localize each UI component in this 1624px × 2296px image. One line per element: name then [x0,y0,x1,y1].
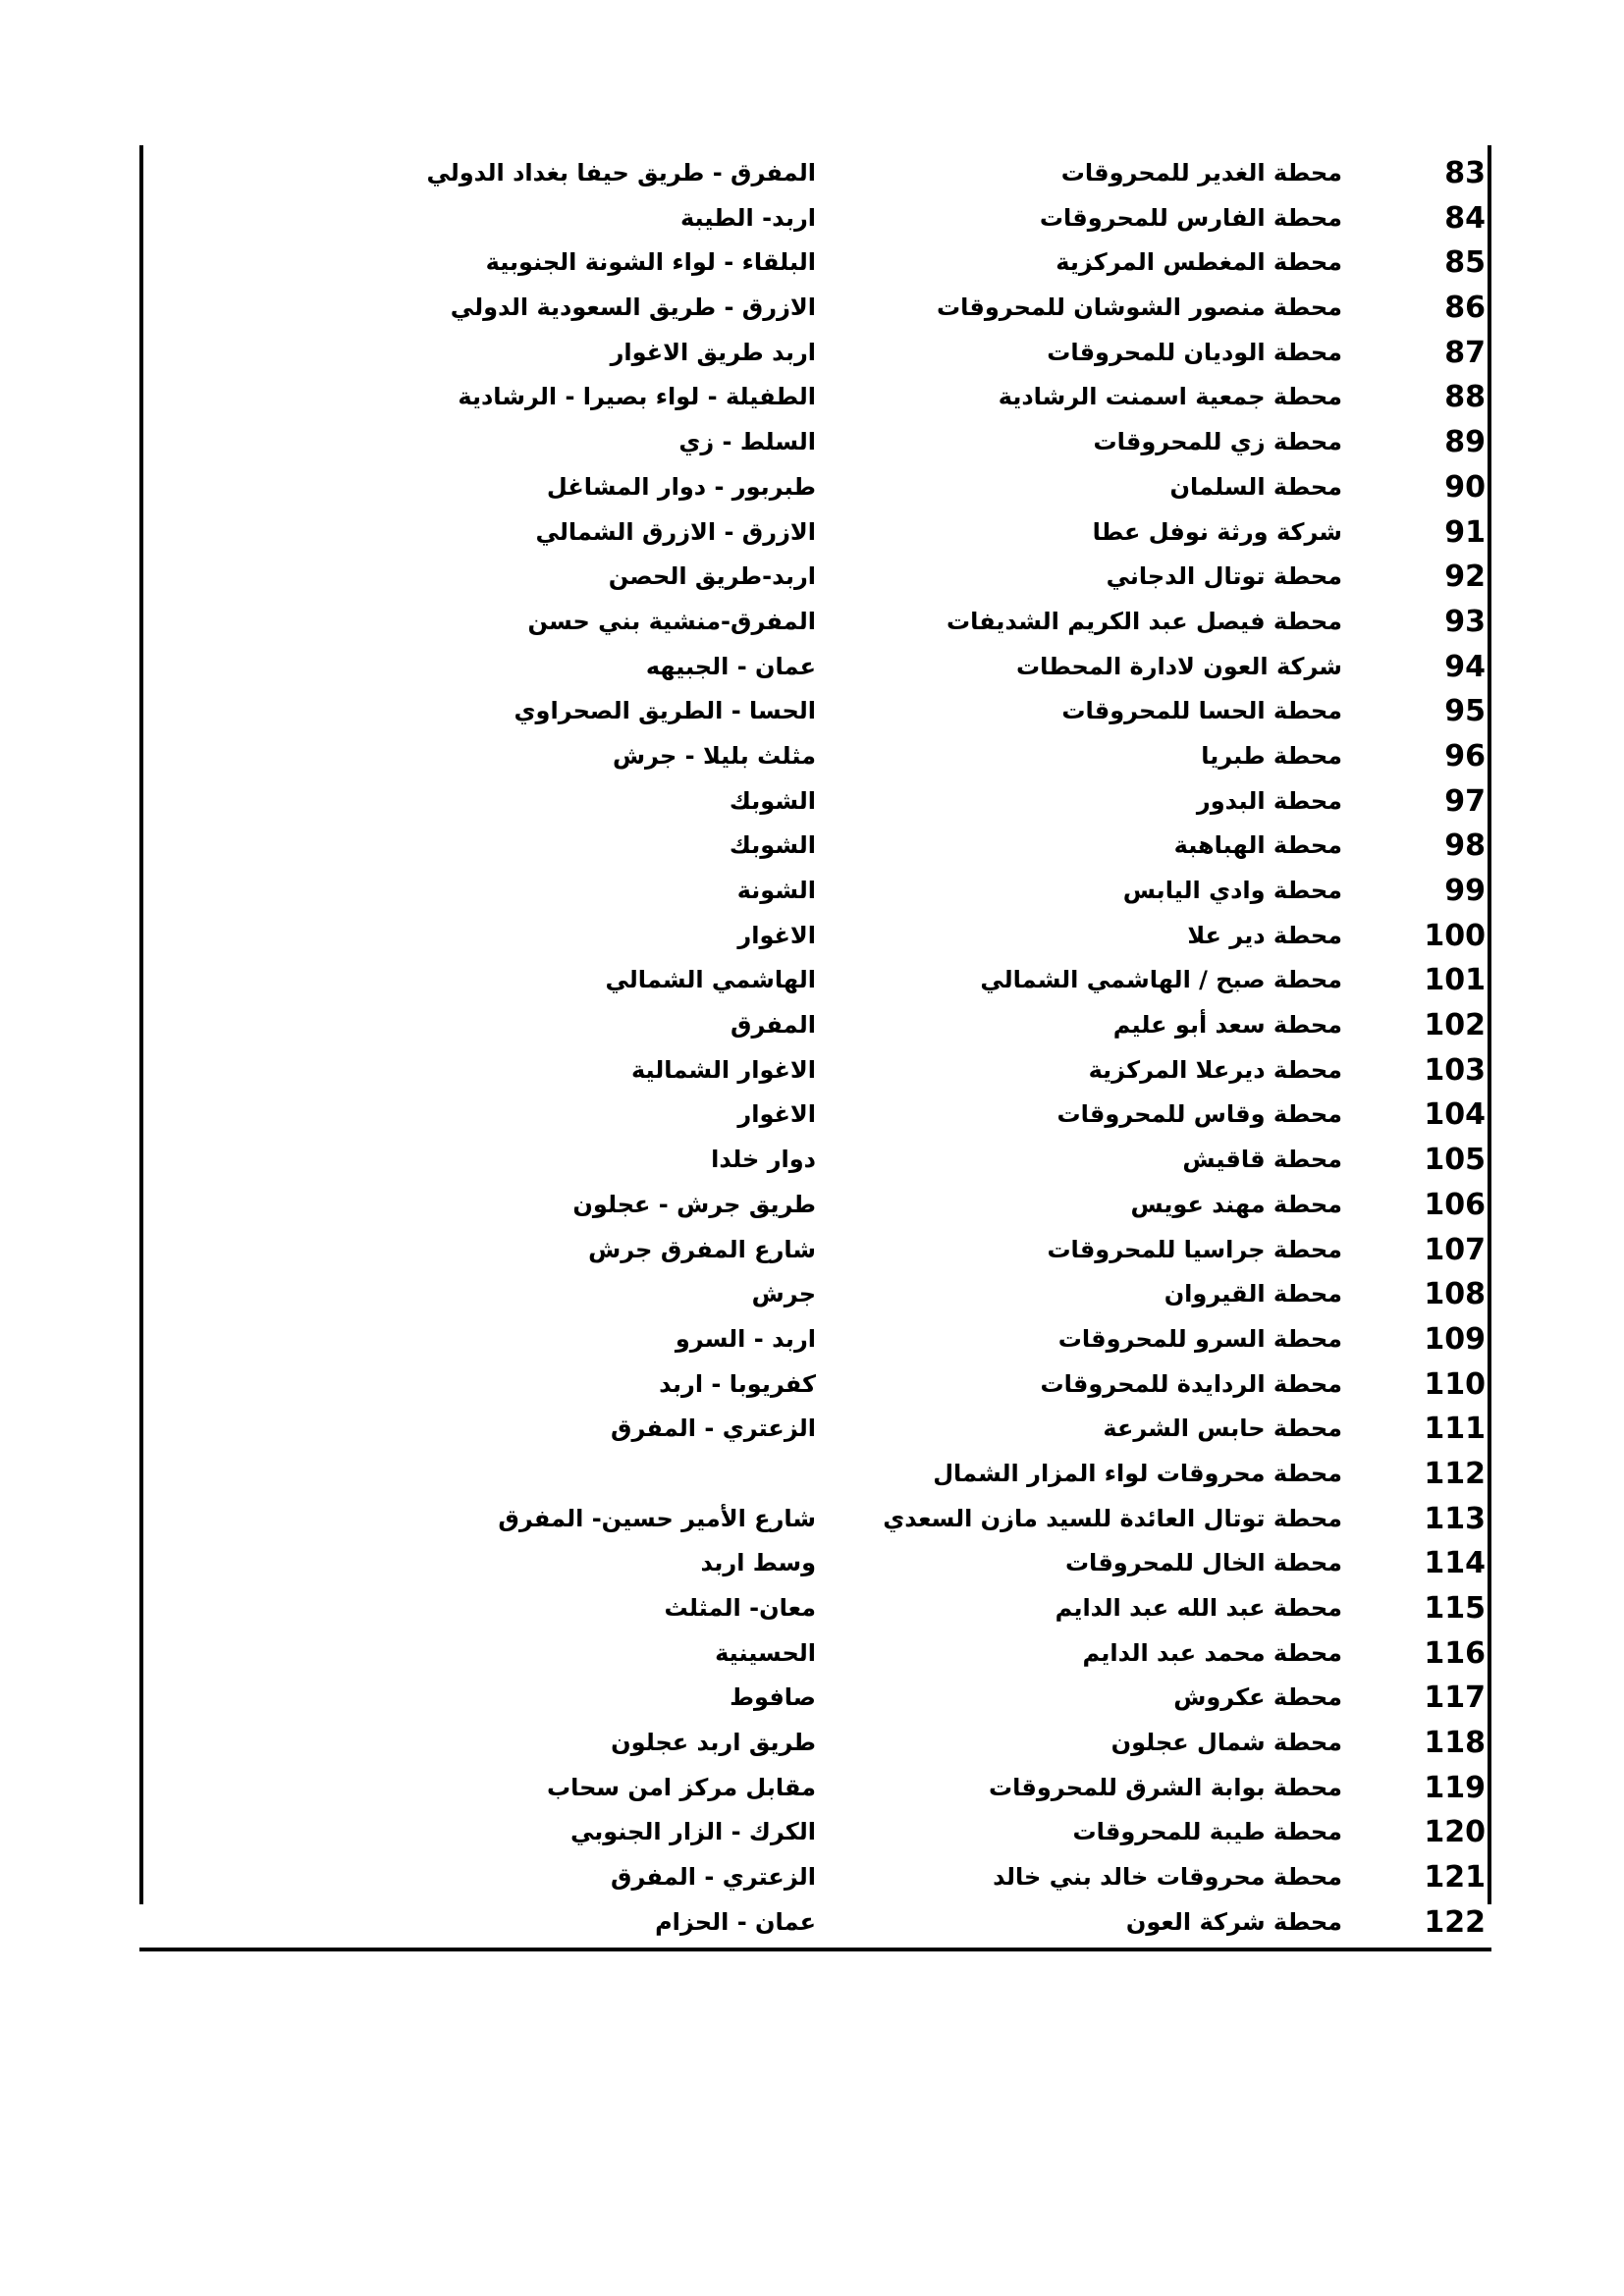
station-name: محطة سعد أبو عليم [1112,1011,1342,1040]
station-location: طريق جرش - عجلون [572,1190,816,1218]
station-location: الهاشمي الشمالي [605,966,816,994]
table-row [139,240,1491,286]
row-number: 96 [1444,738,1486,774]
row-number: 97 [1444,783,1486,819]
station-name: محطة الخال للمحروقات [1064,1549,1342,1577]
table-row [139,1676,1491,1721]
station-name: محطة الحسا للمحروقات [1061,697,1342,725]
station-name: محطة عبد الله عبد الدايم [1055,1594,1342,1622]
station-location: كفريوبا - اربد [659,1369,816,1398]
station-name: محطة زي للمحروقات [1093,428,1342,456]
station-location: مقابل مركز امن سحاب [546,1773,816,1801]
table-row [139,1003,1491,1048]
station-name: محطة الوديان للمحروقات [1047,338,1342,366]
station-name: محطة طيبة للمحروقات [1072,1818,1342,1846]
row-number: 102 [1424,1008,1486,1043]
row-number: 104 [1424,1097,1486,1133]
table-row [139,1228,1491,1273]
station-location: الكرك - الزار الجنوبي [569,1818,816,1846]
row-number: 103 [1424,1052,1486,1088]
table-row [139,958,1491,1003]
station-name: محطة قاقيش [1182,1146,1342,1174]
table-row [139,1721,1491,1766]
row-number: 91 [1444,514,1486,550]
row-number: 94 [1444,649,1486,684]
station-name: محطة بوابة الشرق للمحروقات [989,1773,1342,1801]
table-row [139,1586,1491,1631]
station-name: محطة السلمان [1169,472,1342,501]
table-bottom-border [139,1948,1491,1951]
station-location [188,1452,816,1497]
station-location: الحسينية [715,1638,816,1667]
row-number: 119 [1424,1770,1486,1805]
station-location: المفرق - طريق حيفا بغداد الدولي [426,159,816,187]
table-row [139,375,1491,420]
station-location: الزعتري - المفرق [611,1863,816,1892]
row-number: 92 [1444,560,1486,595]
row-number: 99 [1444,874,1486,908]
row-number: 95 [1444,694,1486,729]
row-number: 86 [1444,291,1486,326]
row-number: 101 [1424,963,1486,998]
row-number: 89 [1444,425,1486,460]
station-location: الحسا - الطريق الصحراوي [514,697,816,725]
station-location: الاغوار الشمالية [630,1055,816,1084]
table-row [139,1900,1491,1946]
table-row [139,1272,1491,1317]
station-name: محطة توتال الدجاني [1106,562,1342,591]
station-name: محطة مهند عويس [1130,1190,1342,1218]
table-row [139,1138,1491,1183]
table-row [139,1407,1491,1452]
row-number: 112 [1424,1456,1486,1491]
station-location: شارع المفرق جرش [588,1235,816,1263]
row-number: 114 [1424,1546,1486,1581]
row-number: 120 [1424,1815,1486,1850]
station-location: اربد-طريق الحصن [608,562,816,591]
row-number: 109 [1424,1321,1486,1357]
station-location: الاغوار [737,1100,816,1129]
station-name: محطة دير علا [1187,921,1342,949]
row-number: 87 [1444,335,1486,370]
row-number: 117 [1424,1681,1486,1716]
station-name: محطة الردايدة للمحروقات [1040,1369,1342,1398]
station-name: محطة السرو للمحروقات [1057,1324,1342,1353]
station-name: محطة شركة العون [1125,1907,1342,1936]
station-location: عمان - الحزام [655,1907,816,1936]
station-name: محطة منصور الشوشان للمحروقات [936,294,1342,322]
station-location: شارع الأمير حسين- المفرق [498,1504,816,1532]
row-number: 83 [1444,156,1486,190]
station-name: محطة الغدير للمحروقات [1060,159,1342,187]
table-row [139,465,1491,510]
table-row [139,420,1491,465]
table-row [139,1362,1491,1408]
row-number: 108 [1424,1277,1486,1312]
station-name: محطة فيصل عبد الكريم الشديفات [946,607,1342,635]
station-location: المفرق [731,1011,816,1040]
station-location: الشوبك [729,786,816,815]
table-row [139,286,1491,331]
table-row [139,1810,1491,1855]
station-location: الازرق - الازرق الشمالي [535,517,816,546]
station-name: محطة الفارس للمحروقات [1039,203,1342,232]
row-number: 116 [1424,1635,1486,1671]
station-name: محطة حابس الشرعة [1103,1415,1342,1443]
table-row [139,1317,1491,1362]
station-name: محطة عكروش [1173,1683,1342,1712]
table-row [139,1541,1491,1586]
row-number: 107 [1424,1232,1486,1267]
table-row [139,1093,1491,1138]
station-location: الازرق - طريق السعودية الدولي [450,294,816,322]
table-row [139,734,1491,779]
table-row [139,779,1491,825]
row-number: 115 [1424,1591,1486,1626]
row-number: 98 [1444,828,1486,864]
station-name: محطة وقاس للمحروقات [1056,1100,1342,1129]
table-row [139,1183,1491,1228]
station-location: اربد- الطيبة [680,203,816,232]
table-row [139,914,1491,959]
stations-table [139,145,1491,1951]
station-location: طبربور - دوار المشاغل [546,472,816,501]
row-number: 85 [1444,245,1486,281]
station-location: الشونة [736,877,816,904]
station-location: وسط اربد [700,1549,816,1577]
station-name: محطة شمال عجلون [1110,1729,1342,1757]
row-number: 93 [1444,604,1486,639]
row-number: 113 [1424,1501,1486,1536]
station-name: محطة توتال العائدة للسيد مازن السعدي [883,1504,1342,1532]
row-number: 84 [1444,200,1486,236]
table-row [139,824,1491,869]
table-row [139,331,1491,376]
station-name: محطة المغطس المركزية [1056,248,1342,277]
table-row [139,1497,1491,1542]
row-number: 110 [1424,1366,1486,1402]
station-location: دوار خلدا [711,1146,816,1174]
table-body [139,151,1491,1946]
station-name: محطة محروقات خالد بني خالد [993,1863,1342,1892]
row-number: 88 [1444,380,1486,415]
station-location: السلط - زي [678,428,816,456]
station-name: محطة الهباهبة [1173,831,1342,860]
station-location: جرش [751,1280,816,1308]
table-row [139,510,1491,556]
table-row [139,1855,1491,1900]
row-number: 121 [1424,1860,1486,1896]
station-name: محطة وادي اليابس [1122,877,1342,904]
table-row [139,1452,1491,1497]
station-location: الزعتري - المفرق [611,1415,816,1443]
station-name: محطة صبح / الهاشمي الشمالي [980,966,1342,994]
station-name: محطة ديرعلا المركزية [1088,1055,1342,1084]
row-number: 100 [1424,918,1486,953]
table-row [139,1048,1491,1094]
station-location: المفرق-منشية بني حسن [527,607,816,635]
station-name: محطة جمعية اسمنت الرشادية [998,383,1342,411]
table-row [139,869,1491,914]
station-location: اربد - السرو [675,1324,816,1353]
row-number: 111 [1424,1412,1486,1447]
table-row [139,151,1491,196]
station-name: محطة محمد عبد الدايم [1082,1638,1342,1667]
station-name: شركة ورثة نوفل عطا [1092,517,1342,546]
station-location: معان- المثلث [664,1594,816,1622]
table-row [139,600,1491,645]
station-name: محطة القيروان [1164,1280,1342,1308]
station-name: شركة العون لادارة المحطات [1016,652,1342,680]
table-row [139,555,1491,600]
station-name: محطة البدور [1196,786,1342,815]
station-location: مثلث بليلا - جرش [612,741,816,770]
table-row [139,1631,1491,1677]
row-number: 122 [1424,1904,1486,1940]
table-row [139,689,1491,734]
table-row [139,196,1491,241]
row-number: 90 [1444,469,1486,505]
station-location: عمان - الجبيهه [645,652,816,680]
station-name: محطة طبريا [1201,741,1342,770]
table-row [139,1766,1491,1811]
station-location: الشوبك [729,831,816,860]
station-name: محطة محروقات لواء المزار الشمال [933,1459,1342,1487]
row-number: 106 [1424,1187,1486,1222]
station-location: البلقاء - لواء الشونة الجنوبية [485,248,816,277]
station-location: الاغوار [737,921,816,949]
station-name: محطة جراسيا للمحروقات [1047,1235,1342,1263]
station-location: صافوط [730,1683,816,1712]
station-location: طريق اربد عجلون [611,1729,816,1757]
station-location: الطفيلة - لواء بصيرا - الرشادية [458,383,816,411]
station-location: اربد طريق الاغوار [610,338,816,366]
row-number: 105 [1424,1143,1486,1178]
row-number: 118 [1424,1726,1486,1761]
table-row [139,645,1491,690]
